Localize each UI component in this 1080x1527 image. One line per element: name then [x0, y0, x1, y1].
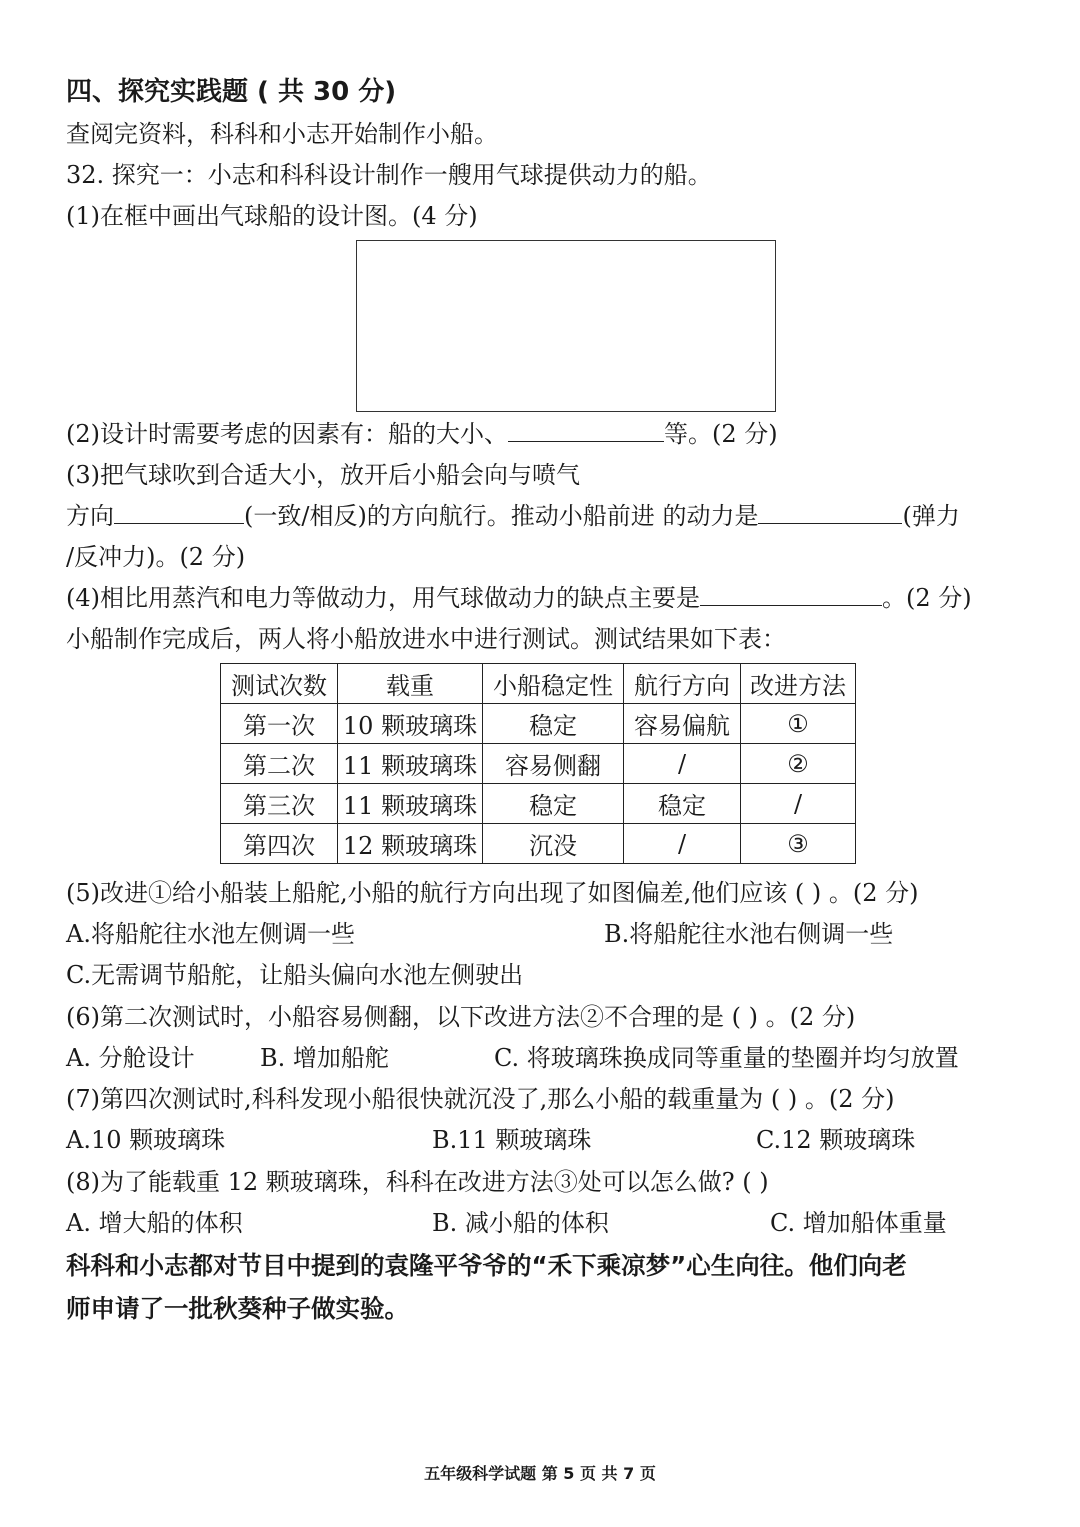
design-drawing-box[interactable] [356, 240, 776, 412]
table-cell: ③ [741, 824, 856, 864]
q32-part3-line1: (3)把气球吹到合适大小，放开后小船会向与喷气 [66, 461, 580, 489]
answer-blank-factors[interactable] [508, 419, 664, 442]
q32-part1: (1)在框中画出气球船的设计图。(4 分) [66, 202, 478, 230]
table-row [221, 744, 856, 784]
header-cell: 航行方向 [624, 664, 741, 704]
q32-part5-option-b[interactable]: B.将船舵往水池右侧调一些 [604, 920, 894, 948]
q32-part4-text-a: (4)相比用蒸汽和电力等做动力，用气球做动力的缺点主要是 [66, 584, 700, 612]
table-row [221, 824, 856, 864]
answer-blank-direction[interactable] [114, 501, 244, 524]
q32-part8: (8)为了能载重 12 颗玻璃珠，科科在改进方法③处可以怎么做? ( ) [66, 1168, 769, 1196]
answer-blank-drawback[interactable] [700, 583, 882, 606]
table-cell: / [624, 744, 741, 784]
q32-part3-text-b: (一致/相反)的方向航行。推动小船前进 的动力是 [244, 502, 759, 530]
closing-paragraph-line2: 师申请了一批秋葵种子做实验。 [66, 1294, 409, 1323]
table-cell: 稳定 [624, 784, 741, 824]
answer-blank-force[interactable] [758, 501, 902, 524]
q32-stem: 32. 探究一：小志和科科设计制作一艘用气球提供动力的船。 [66, 161, 712, 189]
table-cell: 第四次 [221, 824, 338, 864]
header-cell: 改进方法 [741, 664, 856, 704]
q32-part3-text-c: (弹力 [902, 502, 960, 530]
table-row [221, 784, 856, 824]
table-row [221, 704, 856, 744]
table-cell: 容易侧翻 [483, 744, 624, 784]
closing-paragraph-line1: 科科和小志都对节目中提到的袁隆平爷爷的“禾下乘凉梦”心生向往。他们向老 [66, 1251, 907, 1280]
header-cell: 载重 [338, 664, 483, 704]
q32-part2-text-a: (2)设计时需要考虑的因素有：船的大小、 [66, 420, 508, 448]
q32-part7-option-a[interactable]: A.10 颗玻璃珠 [66, 1126, 226, 1154]
page-footer: 五年级科学试题 第 5 页 共 7 页 [424, 1464, 656, 1483]
table-intro: 小船制作完成后，两人将小船放进水中进行测试。测试结果如下表： [66, 625, 786, 653]
q32-part7-option-c[interactable]: C.12 颗玻璃珠 [756, 1126, 916, 1154]
test-results-table [220, 663, 856, 864]
q32-part3-line2 [66, 501, 960, 531]
q32-part2 [66, 419, 778, 449]
q32-part6: (6)第二次测试时，小船容易侧翻，以下改进方法②不合理的是 ( ) 。(2 分) [66, 1003, 856, 1031]
table-cell: ① [741, 704, 856, 744]
table-cell: ② [741, 744, 856, 784]
q32-part4 [66, 583, 972, 613]
table-cell: 第二次 [221, 744, 338, 784]
header-cell: 小船稳定性 [483, 664, 624, 704]
q32-part7-option-b[interactable]: B.11 颗玻璃珠 [432, 1126, 592, 1154]
q32-part5-option-a[interactable]: A.将船舵往水池左侧调一些 [66, 920, 355, 948]
table-cell: 第一次 [221, 704, 338, 744]
table-cell: / [741, 784, 856, 824]
q32-part3-text-a: 方向 [66, 502, 114, 530]
q32-part8-option-b[interactable]: B. 减小船的体积 [432, 1209, 609, 1237]
table-cell: 稳定 [483, 784, 624, 824]
q32-part3-line3: /反冲力)。(2 分) [66, 543, 246, 571]
section-title: 四、探究实践题 ( 共 30 分) [66, 77, 397, 107]
q32-part6-option-a[interactable]: A. 分舱设计 [66, 1044, 195, 1072]
q32-part8-option-a[interactable]: A. 增大船的体积 [66, 1209, 243, 1237]
table-cell: 11 颗玻璃珠 [338, 784, 483, 824]
q32-part6-option-b[interactable]: B. 增加船舵 [260, 1044, 389, 1072]
table-cell: 11 颗玻璃珠 [338, 744, 483, 784]
intro-text: 查阅完资料，科科和小志开始制作小船。 [66, 120, 498, 148]
q32-part5-option-c[interactable]: C.无需调节船舵，让船头偏向水池左侧驶出 [66, 961, 524, 989]
table-cell: / [624, 824, 741, 864]
q32-part7: (7)第四次测试时,科科发现小船很快就沉没了,那么小船的载重量为 ( ) 。(2 分) [66, 1085, 895, 1113]
table-cell: 沉没 [483, 824, 624, 864]
q32-part8-option-c[interactable]: C. 增加船体重量 [770, 1209, 947, 1237]
table-cell: 稳定 [483, 704, 624, 744]
table-cell: 容易偏航 [624, 704, 741, 744]
table-cell: 10 颗玻璃珠 [338, 704, 483, 744]
q32-part4-text-b: 。(2 分) [882, 584, 972, 612]
table-header-row [221, 664, 856, 704]
q32-part5: (5)改进①给小船装上船舵,小船的航行方向出现了如图偏差,他们应该 ( ) 。(2 分) [66, 879, 919, 907]
table-cell: 第三次 [221, 784, 338, 824]
header-cell: 测试次数 [221, 664, 338, 704]
q32-part6-option-c[interactable]: C. 将玻璃珠换成同等重量的垫圈并均匀放置 [494, 1044, 959, 1072]
q32-part2-text-b: 等。(2 分) [664, 420, 778, 448]
table-cell: 12 颗玻璃珠 [338, 824, 483, 864]
